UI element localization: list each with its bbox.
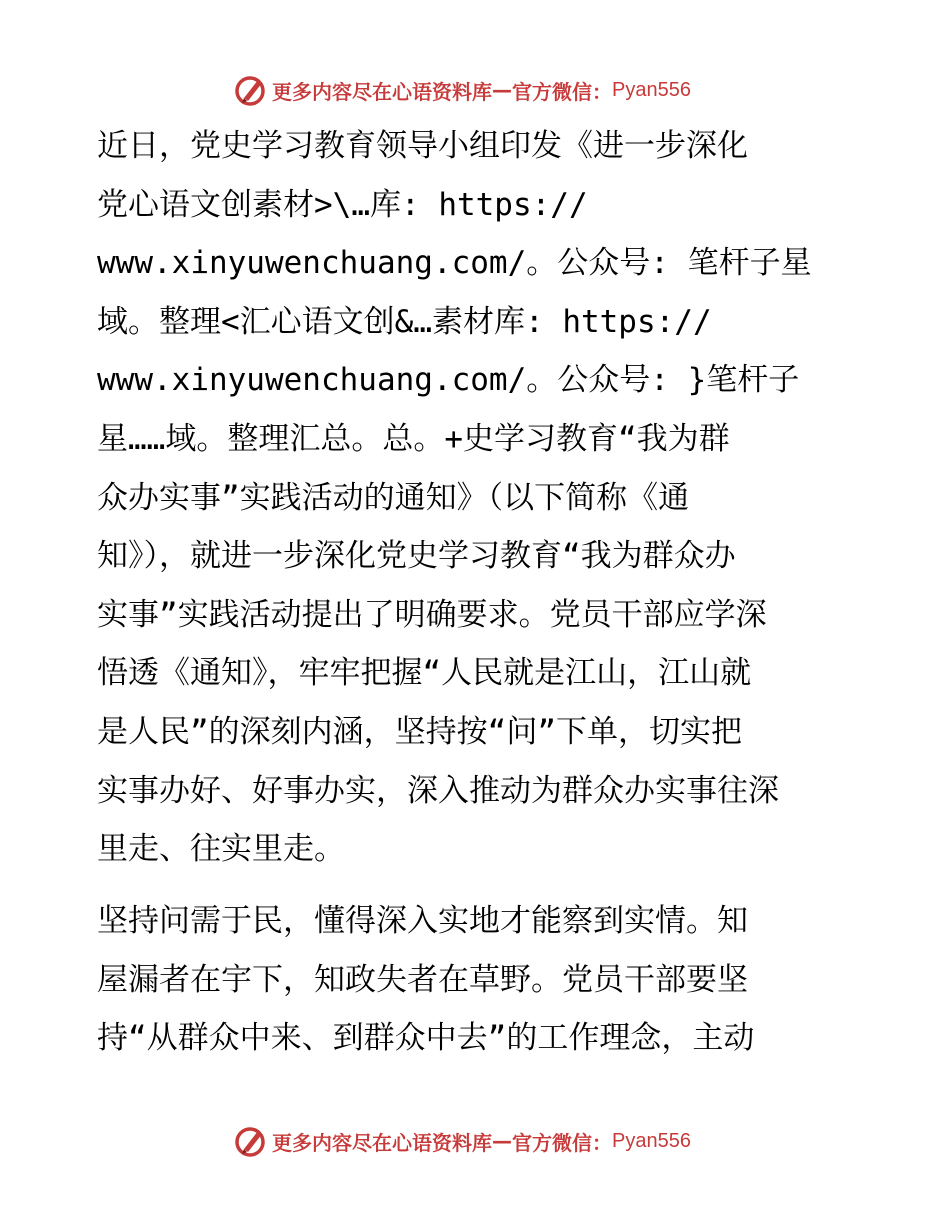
banner-main-text: 更多内容尽在心语资料库: [272, 79, 492, 104]
pen-logo-icon: [232, 1123, 268, 1159]
banner-separator: —: [492, 78, 512, 102]
banner-separator: —: [492, 1129, 512, 1153]
banner-main-text: 更多内容尽在心语资料库: [272, 1130, 492, 1155]
body-paragraph-2: 坚持问需于民，懂得深入实地才能察到实情。知 屋漏者在宇下，知政失者在草野。党员干部要坚 持“从群众中来、到群众中去”的工作理念，主动: [97, 903, 755, 1057]
banner-official-label: 官方微信：: [512, 79, 612, 104]
header-banner: [232, 70, 691, 110]
pen-logo-icon: [232, 72, 268, 108]
banner-official-label: 官方微信：: [512, 1130, 612, 1155]
footer-banner: [232, 1121, 691, 1161]
banner-account-id: Pyan556: [612, 1129, 691, 1152]
banner-account-id: Pyan556: [612, 78, 691, 101]
body-paragraph-1: 近日，党史学习教育领导小组印发《进一步深化 党心语文创素材>\…库: https:// www.xinyuwenchuang.com/。公众号: 笔杆子星 域。整理<汇心语文创&…素材库: https:// www.xinyuwenchuang.com/。公众号: }笔杆子 星……域。整理汇总。总。+史学习教育“我为群 众办实事”实践活动的通知》（以下简称《通 知》），就进一步深化党史学习教育“我为群众办 实事”实践活动提出了明确要求。党员干部应学深 悟透《通知》，牢牢把握“人民就是江山，江山就 是人民”的深刻内涵，坚持按“问”下单，切实把 实事办好、好事办实，深入推动为群众办实事往深 里走、往实里走。: [97, 128, 812, 868]
